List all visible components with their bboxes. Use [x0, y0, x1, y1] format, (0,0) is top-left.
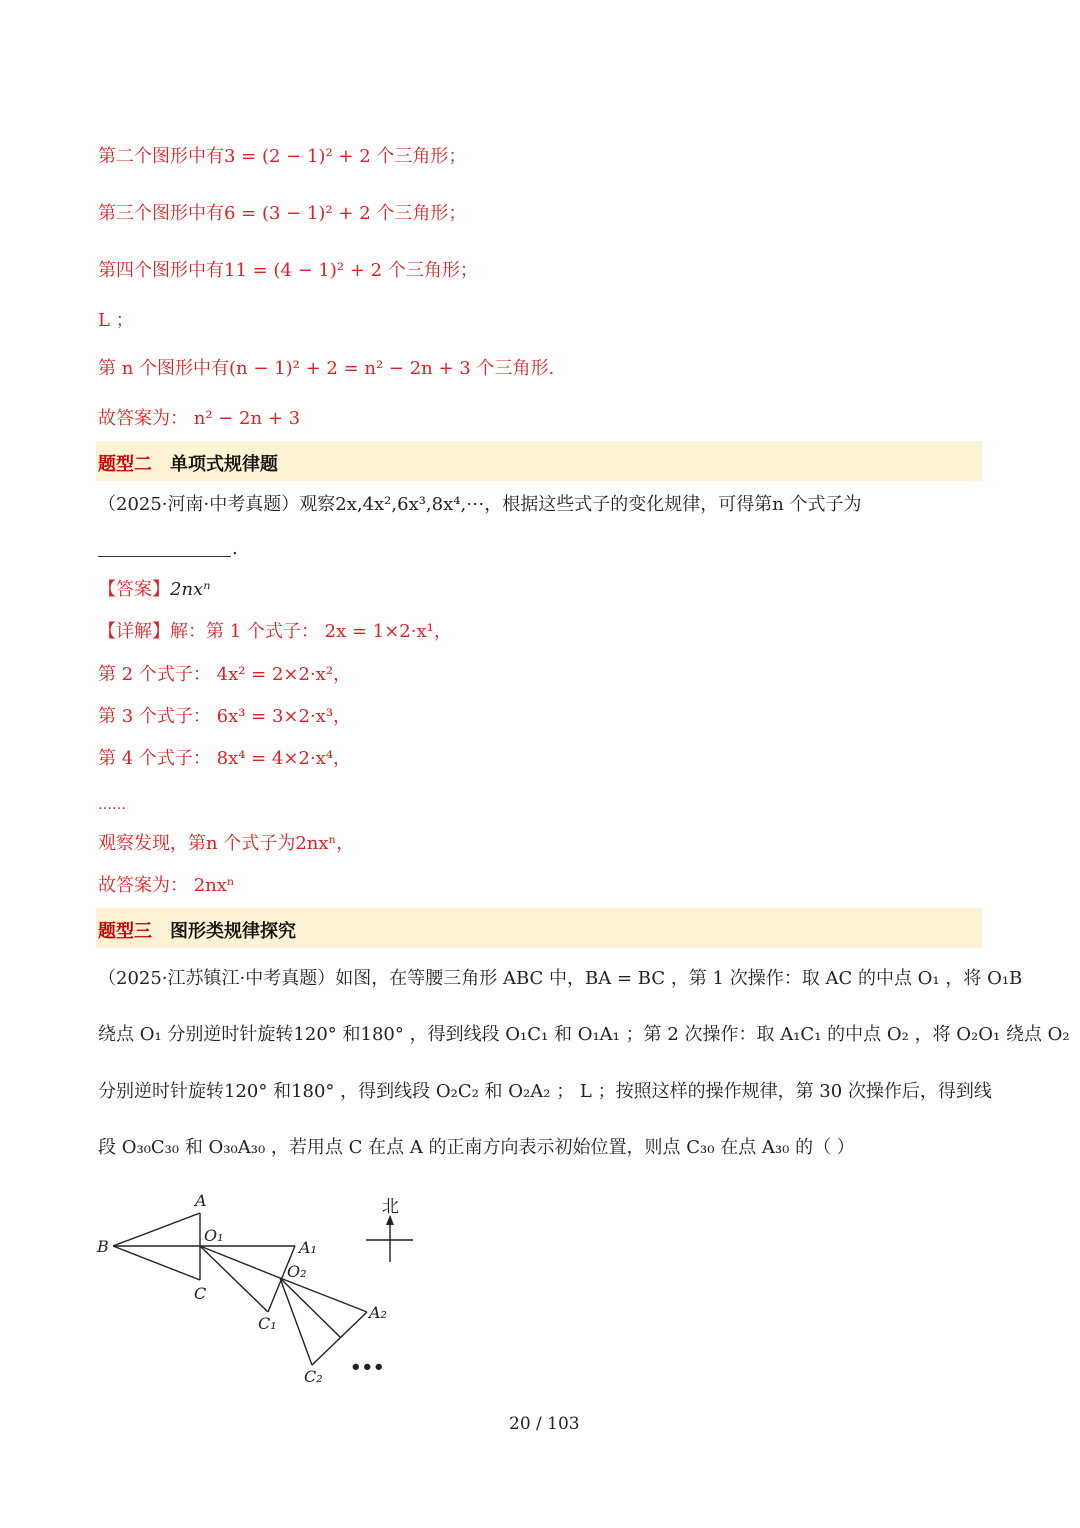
- answer-value: 2nxⁿ: [170, 579, 211, 600]
- label-A2: A₂: [369, 1303, 387, 1322]
- label-C: C: [194, 1284, 207, 1303]
- section-label: 题型二: [98, 454, 152, 475]
- detail-text-1: 解：第 1 个式子： 2x = 1×2·x¹，: [170, 621, 452, 642]
- label-B: B: [97, 1237, 109, 1256]
- label-O1: O₁: [204, 1226, 224, 1245]
- segment-O2C2: [280, 1278, 312, 1365]
- detail-observe: 观察发现，第n 个式子为2nxⁿ，: [98, 833, 355, 854]
- question-end-period: .: [232, 538, 238, 559]
- detail-ellipsis: ……: [98, 797, 126, 813]
- segment-O2O3: [280, 1278, 341, 1338]
- segment-BC: [113, 1246, 200, 1280]
- answer-line: [98, 577, 211, 603]
- detail-tag: 【详解】: [98, 621, 170, 642]
- section-title: 图形类规律探究: [170, 921, 296, 942]
- solution-line-2: 第三个图形中有6 = (3 − 1)² + 2 个三角形；: [98, 203, 467, 224]
- solution-line-1: 第二个图形中有3 = (2 − 1)² + 2 个三角形；: [98, 146, 467, 167]
- question-type2: （2025·河南·中考真题）观察2x,4x²,6x³,8x⁴,⋯，根据这些式子的变化规律，可得第n 个式子为: [98, 494, 862, 515]
- geometry-figure: [90, 1185, 430, 1390]
- solution-line-ellipsis: L ；: [98, 310, 134, 331]
- segment-BA: [113, 1213, 200, 1246]
- segment-O1O2: [200, 1246, 280, 1278]
- label-A: A: [195, 1191, 207, 1210]
- label-north: 北: [382, 1197, 399, 1217]
- solution-answer: 故答案为： n² − 2n + 3: [98, 408, 301, 429]
- label-A1: A₁: [299, 1238, 317, 1257]
- detail-answer: 故答案为： 2nxⁿ: [98, 875, 235, 896]
- detail-line-1: [98, 619, 452, 645]
- label-C2: C₂: [304, 1367, 323, 1386]
- question-type3-line-2: 绕点 O₁ 分别逆时针旋转120° 和180° ，得到线段 O₁C₁ 和 O₁A₁ ；第 2 次操作：取 A₁C₁ 的中点 O₂ ，将 O₂O₁ 绕点 O₂: [98, 1024, 1070, 1045]
- question-type3-line-1: （2025·江苏镇江·中考真题）如图，在等腰三角形 ABC 中，BA = BC ，第 1 次操作：取 AC 的中点 O₁ ，将 O₁B: [98, 968, 1023, 989]
- solution-line-n: 第 n 个图形中有(n − 1)² + 2 = n² − 2n + 3 个三角形.: [98, 358, 555, 379]
- segment-O1C1: [200, 1246, 268, 1312]
- detail-line-3: 第 3 个式子： 6x³ = 3×2·x³，: [98, 706, 352, 727]
- answer-tag: 【答案】: [98, 579, 170, 600]
- section-banner-type2: [96, 441, 982, 481]
- section-title: 单项式规律题: [170, 454, 278, 475]
- detail-line-4: 第 4 个式子： 8x⁴ = 4×2·x⁴，: [98, 748, 352, 769]
- page-number: 20 / 103: [509, 1414, 580, 1434]
- answer-blank: [98, 556, 231, 557]
- detail-line-2: 第 2 个式子： 4x² = 2×2·x²，: [98, 664, 352, 685]
- question-type3-line-4: 段 O₃₀C₃₀ 和 O₃₀A₃₀ ，若用点 C 在点 A 的正南方向表示初始位置，则点 C₃₀ 在点 A₃₀ 的（ ）: [98, 1137, 855, 1158]
- label-O2: O₂: [287, 1262, 307, 1281]
- continuation-dots: •••: [350, 1357, 385, 1378]
- section-label: 题型三: [98, 921, 152, 942]
- segment-O2A2: [280, 1278, 367, 1312]
- solution-line-3: 第四个图形中有11 = (4 − 1)² + 2 个三角形；: [98, 260, 478, 281]
- question-type3-line-3: 分别逆时针旋转120° 和180° ，得到线段 O₂C₂ 和 O₂A₂ ； L ；按照这样的操作规律，第 30 次操作后，得到线: [98, 1081, 992, 1102]
- label-C1: C₁: [258, 1314, 277, 1333]
- section-banner-type3: [96, 908, 982, 948]
